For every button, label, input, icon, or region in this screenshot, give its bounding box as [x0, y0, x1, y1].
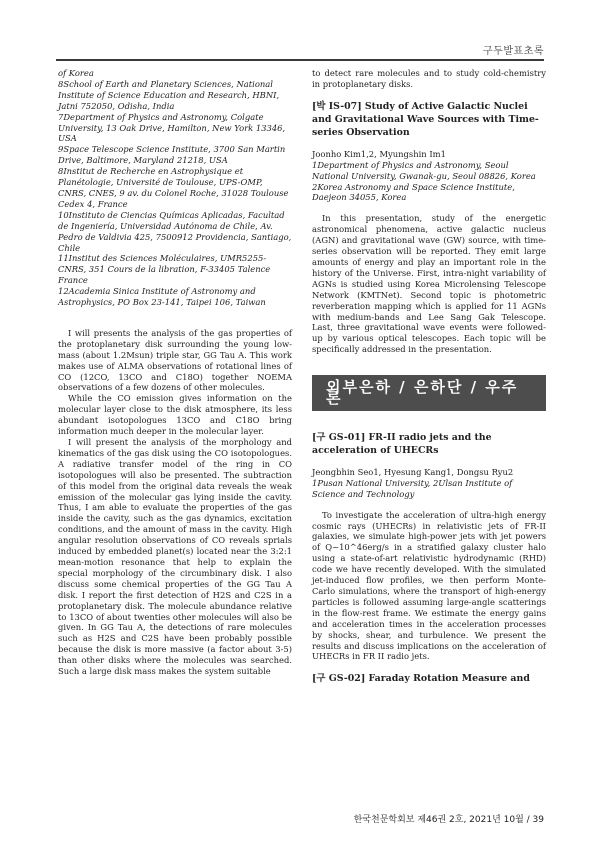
- abstract-title-is07: [박 IS-07] Study of Active Galactic Nuclei and Gravitational Wave Sources with Time-series Observation: [312, 100, 539, 138]
- affiliation: 9Space Telescope Science Institute, 3700 San Martin Drive, Baltimore, Maryland 21218, USA: [58, 144, 286, 166]
- abstract-paragraph: In this presentation, study of the energetic astronomical phenomena, active galactic nucleus (AGN) and gravitational wave (GW) source, with time-series observation will be reported. They emit large amounts of energy and play an important role in the history of the Universe. First, intra-night variability of AGNs is studied using Korea Microlensing Telescope Network (KMTNet). Second topic is photometric reverberation mapping which is applied for 11 AGNs with medium-bands and Lee Sang Gak Telescope. Last, three gravitational wave events were followed-up by various optical telescopes. Each topic will be specifically addressed in the presentation.: [312, 213, 546, 355]
- author-list: Joonho Kim1,2, Myungshin Im1: [312, 148, 446, 159]
- affiliation: 8Institut de Recherche en Astrophysique et Planétologie, Université de Toulouse, UPS-OMP, CNRS, CNES, 9 av. du Colonel Roche, 31028 Toulouse Cedex 4, France: [58, 166, 289, 209]
- abstract-title-gs02: [구 GS-02] Faraday Rotation Measure and: [312, 673, 530, 685]
- affiliation: 8School of Earth and Planetary Sciences, National Institute of Science Education and Research, HBNI, Jatni 752050, Odisha, India: [58, 78, 280, 111]
- category-banner: 외부은하 / 은하단 / 우주론: [312, 375, 546, 411]
- affiliation: 1Pusan National University, 2Ulsan Institute of Science and Technology: [312, 477, 513, 499]
- abstract-paragraph: I will present the analysis of the morphology and kinematics of the gas disk using the CO isotopologues. A radiative transfer model of the ring in CO isotopologues will also be presented. The subtraction of this model from the original data reveals the weak emission of the molecular gas lying inside the cavity. Thus, I am able to evaluate the properties of the gas inside the cavity, such as the gas dynamics, excitation conditions, and the amount of mass in the cavity. High angular resolution observations of CO reveals sprials induced by embedded planet(s) located near the 3:2:1 mean-motion resonance that help to explain the special morphology of the circumbinary disk. I also discuss some chemical properties of the GG Tau A disk. I report the first detection of H2S and C2S in a protoplanetary disk. The molecule abundance relative to 13CO of about twenties other molecules will also be given. In GG Tau A, the detections of rare molecules such as H2S and C2S have been probably possible because the disk is more massive (a factor about 3-5) than other disks where the molecules was searched. Such a large disk mass makes the system suitable: [58, 437, 292, 677]
- author-list: Jeongbhin Seo1, Hyesung Kang1, Dongsu Ryu2: [312, 466, 514, 477]
- continuation-text: to detect rare molecules and to study cold-chemistry in protoplanetary disks.: [312, 68, 546, 89]
- affiliation: of Korea: [58, 68, 94, 78]
- affiliation: 7Department of Physics and Astronomy, Colgate University, 13 Oak Drive, Hamilton, New York 13346, USA: [58, 111, 286, 144]
- abstract-paragraph: I will presents the analysis of the gas properties of the protoplanetary disk surrounding the young low-mass (about 1.2Msun) triple star, GG Tau A. This work makes use of ALMA observations of rotational lines of CO (12CO, 13CO and C18O) together NOEMA observations of a few dozens of other molecules.: [58, 327, 292, 393]
- affiliation: 2Korea Astronomy and Space Science Institute, Daejeon 34055, Korea: [312, 181, 515, 203]
- right-column: [312, 68, 546, 685]
- abstract-paragraph: To investigate the acceleration of ultra-high energy cosmic rays (UHECRs) in relativistic jets of FR-II galaxies, we simulate high-power jets with jet powers of Q~10^46erg/s in a stratified galaxy cluster halo using a state-of-art relativistic hydrodynamic (RHD) code we have recently developed. With the simulated jet-induced flow profiles, we then perform Monte-Carlo simulations, where the transport of high-energy particles is followed assuming large-angle scatterings in the flow-rest frame. We estimate the energy gains and acceleration times in the acceleration processes by shocks, shear, and turbulence. We present the results and discuss implications on the acceleration of UHECRs in FR II radio jets.: [312, 509, 546, 662]
- affiliation: 1Department of Physics and Astronomy, Seoul National University, Gwanak-gu, Seoul 08826, Korea: [312, 159, 536, 181]
- affiliation: 10Instituto de Ciencias Químicas Aplicadas, Facultad de Ingeniería, Universidad Autónoma de Chile, Av. Pedro de Valdivia 425, 7500912 Providencia, Santiago, Chile: [58, 209, 292, 253]
- abstract-paragraph: While the CO emission gives information on the molecular layer close to the disk atmosphere, its less abundant isotopologues 13CO and C18O bring information much deeper in the molecular layer.: [58, 393, 292, 437]
- abstract-title-gs01: [구 GS-01] FR-II radio jets and the acceleration of UHECRs: [312, 431, 492, 456]
- section-header-label: 구두발표초록: [483, 46, 544, 57]
- left-column: [58, 68, 292, 677]
- page-footer: 한국천문학회보 제46권 2호, 2021년 10월 / 39: [353, 815, 544, 825]
- affiliation: 12Academia Sinica Institute of Astronomy and Astrophysics, PO Box 23-141, Taipei 106, Taiwan: [58, 286, 266, 308]
- affiliation: 11Institut des Sciences Moléculaires, UMR5255-CNRS, 351 Cours de la libration, F-33405 Talence France: [58, 253, 271, 286]
- header-divider: [56, 59, 544, 61]
